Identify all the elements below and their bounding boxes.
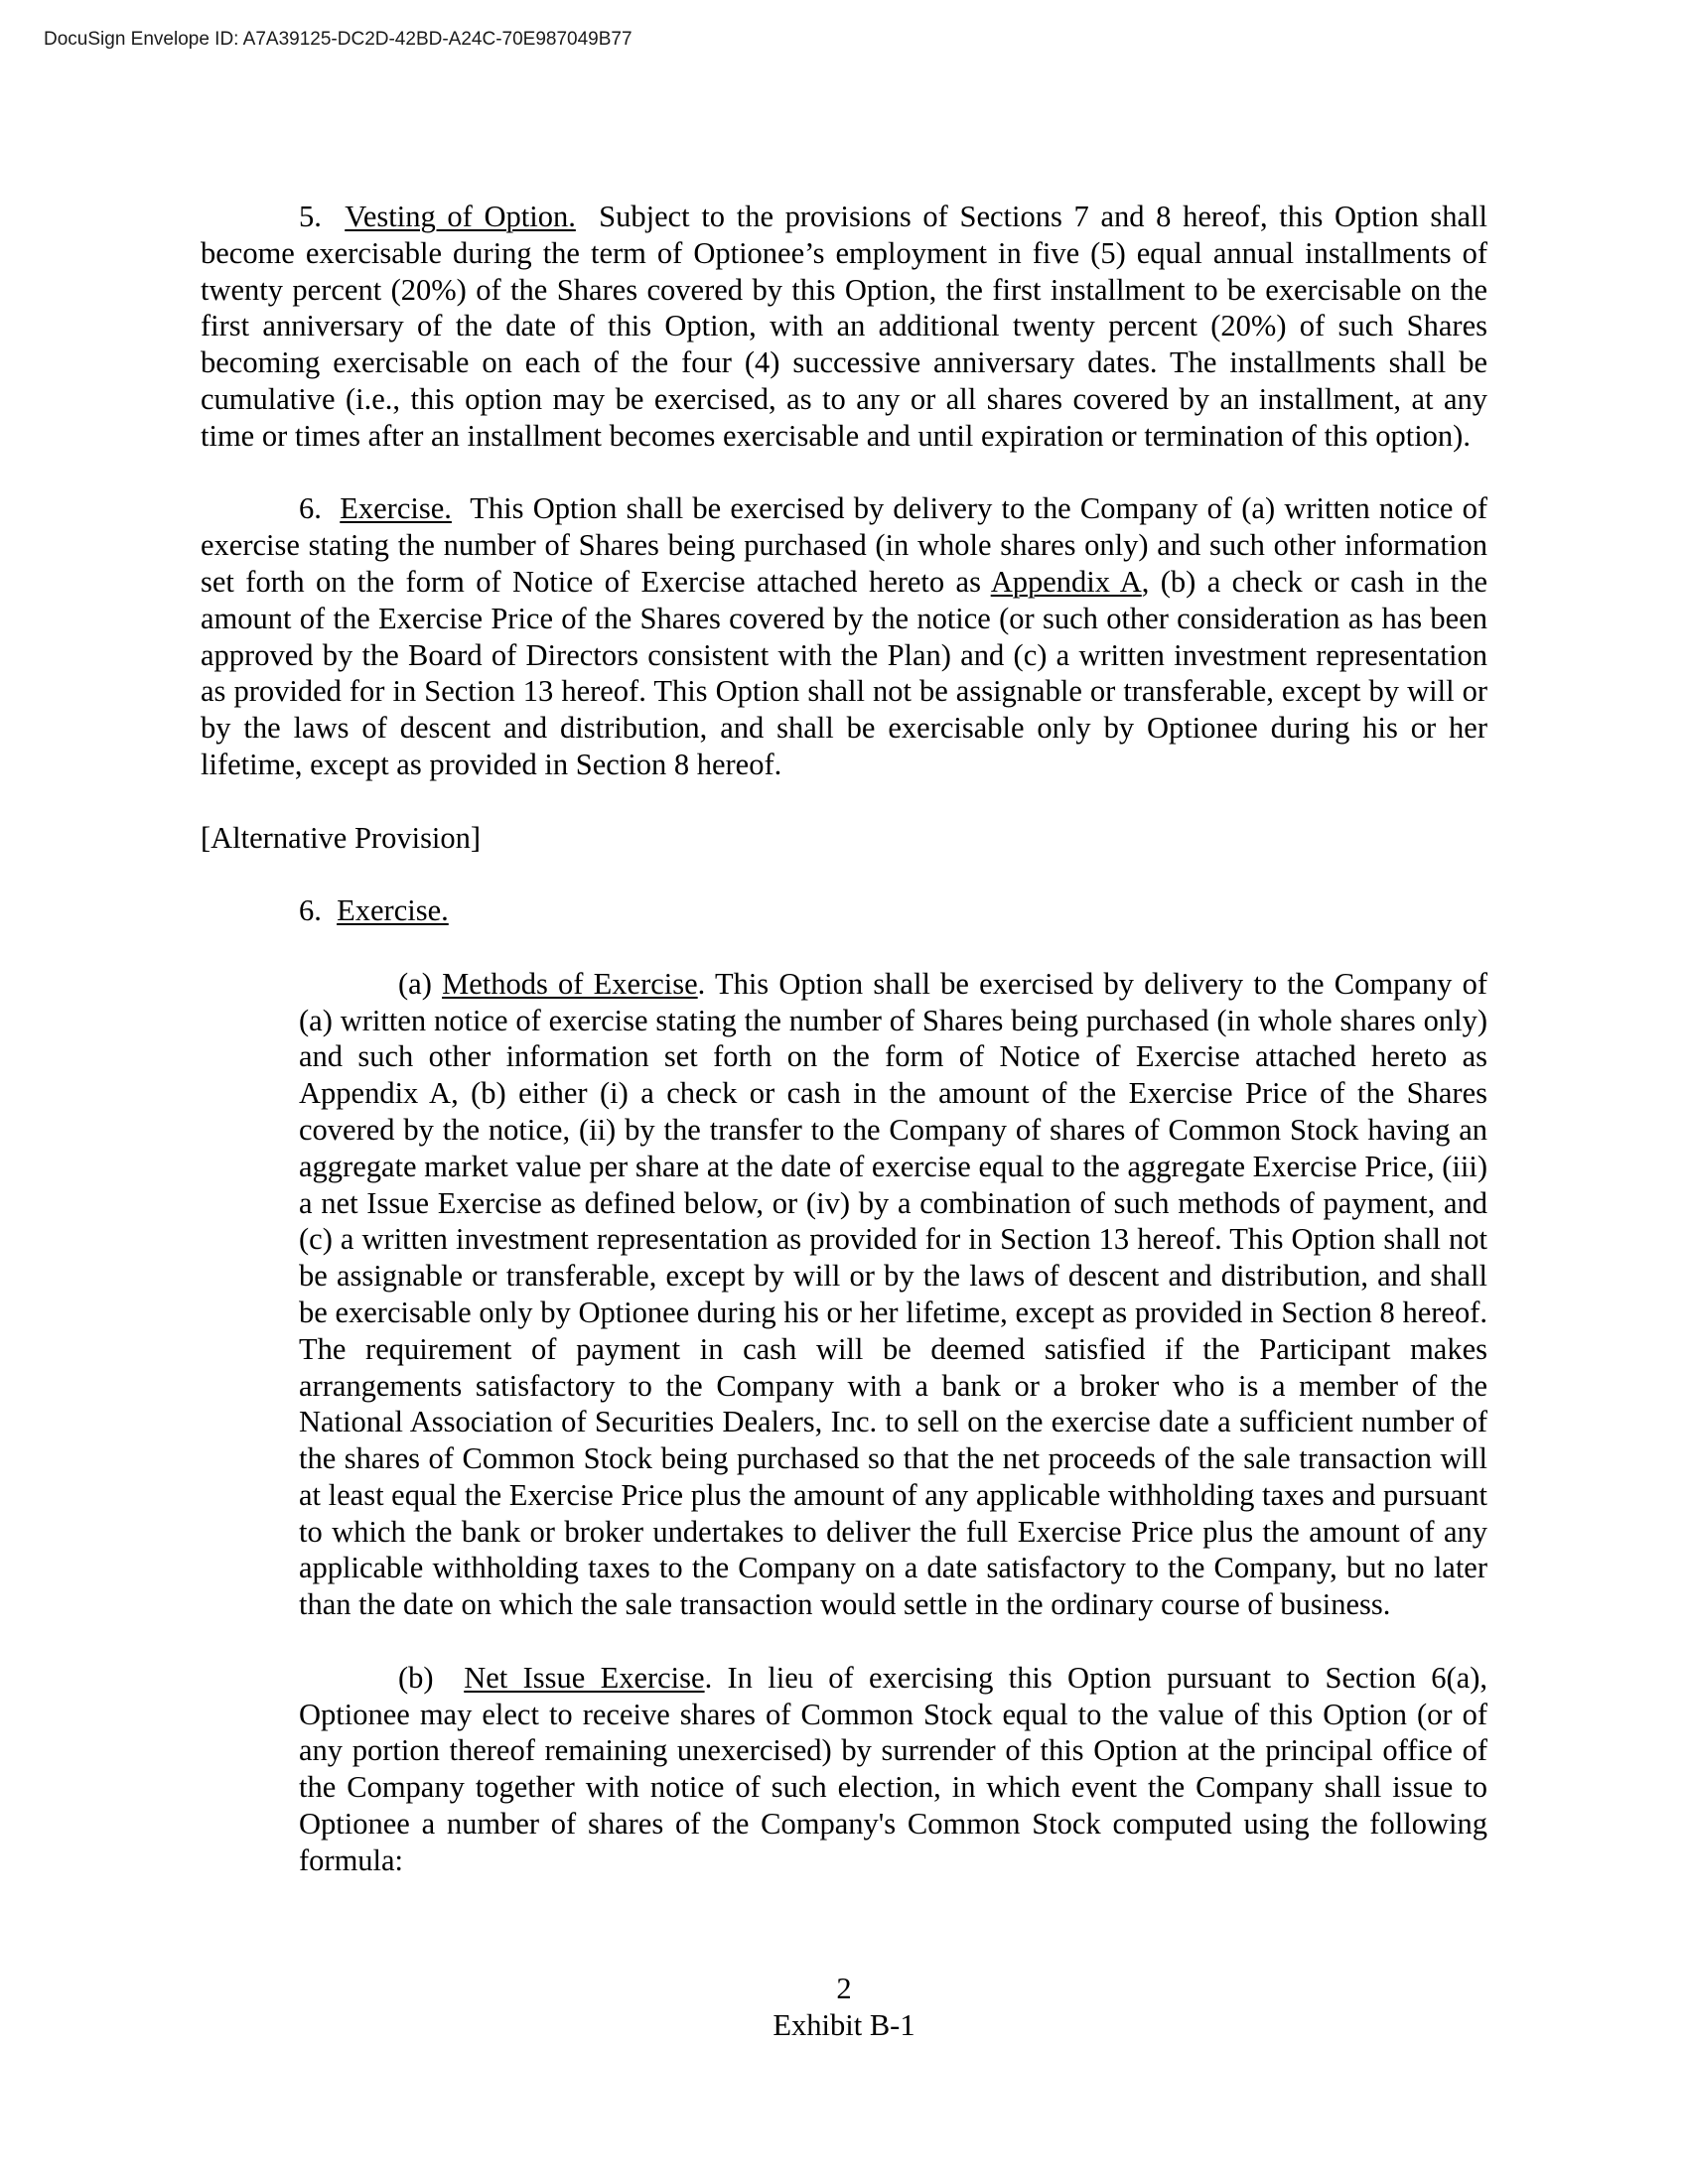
alternative-provision-label: [Alternative Provision] — [201, 820, 482, 855]
document-body — [201, 199, 1487, 1879]
section-6-exercise — [201, 490, 1487, 782]
alt-section-6-heading: Exercise. — [337, 893, 449, 928]
section-6-number: 6. — [299, 491, 322, 526]
docusign-envelope-id: DocuSign Envelope ID: A7A39125-DC2D-42BD-A24C-70E987049B77 — [44, 29, 633, 50]
appendix-a-link: Appendix A — [990, 564, 1142, 599]
section-6-heading: Exercise. — [340, 491, 452, 526]
subsection-b-label: (b) — [398, 1660, 434, 1695]
subsection-b-net-issue-exercise — [299, 1660, 1487, 1879]
subsection-a-methods-of-exercise — [299, 966, 1487, 1623]
subsection-a-heading: Methods of Exercise — [442, 966, 698, 1001]
alt-section-6-heading-line — [201, 892, 1487, 929]
alt-section-6-number: 6. — [299, 893, 322, 928]
section-5-number: 5. — [299, 200, 322, 233]
subsection-b-body: . In lieu of exercising this Option pursuant to Section 6(a), Optionee may elect to receive shares of Common Stock equal to the value of this Option (or of any portion thereof remaining unexercised) by surrender of this Option at the principal office of the Company together with notice of such election, in which event the Company shall issue to Optionee a number of shares of the Company's Common Stock computed using the following formula: — [299, 1660, 1488, 1877]
subsection-a-body: . This Option shall be exercised by delivery to the Company of (a) written notice of exercise stating the number of Shares being purchased (in whole shares only) and such other information set forth on the form of Notice of Exercise attached hereto as Appendix A, (b) either (i) a check or cash in the amount of the Exercise Price of the Shares covered by the notice, (ii) by the transfer to the Company of shares of Common Stock having an aggregate market value per share at the date of exercise equal to the aggregate Exercise Price, (iii) a net Issue Exercise as defined below, or (iv) by a combination of such methods of payment, and (c) a written investment representation as provided for in Section 13 hereof. This Option shall not be assignable or transferable, except by will or by the laws of descent and distribution, and shall be exercisable only by Optionee during his or her lifetime, except as provided in Section 8 hereof. The requirement of payment in cash will be deemed satisfied if the Participant makes arrangements satisfactory to the Company with a bank or a broker who is a member of the National Association of Securities Dealers, Inc. to sell on the exercise date a sufficient number of the shares of Common Stock being purchased so that the net proceeds of the sale transaction will at least equal the Exercise Price plus the amount of any applicable withholding taxes and pursuant to which the bank or broker undertakes to deliver the full Exercise Price plus the amount of any applicable withholding taxes to the Company on a date satisfactory to the Company, but no later than the date on which the sale transaction would settle in the ordinary course of business. — [299, 966, 1487, 1622]
subsection-b-heading: Net Issue Exercise — [464, 1660, 705, 1695]
page-footer — [0, 1971, 1688, 2044]
section-6-body-before: This Option shall be exercised by delivery to the Company of (a) written notice of exercise stating the number of Shares being purchased (in whole shares only) and such other information set forth on the form of Notice of Exercise attached hereto as — [201, 491, 1488, 599]
exhibit-label: Exhibit B-1 — [773, 2008, 915, 2042]
section-5-vesting — [201, 199, 1487, 455]
section-5-body: Subject to the provisions of Sections 7 and 8 hereof, this Option shall become exercisable during the term of Optionee’s employment in five (5) equal annual installments of twenty percent (20%) of the Shares covered by this Option, the first installment to be exercisable on the first anniversary of the date of this Option, with an additional twenty percent (20%) of such Shares becoming exercisable on each of the four (4) successive anniversary dates. The installments shall be cumulative (i.e., this option may be exercised, as to any or all shares covered by an installment, at any time or times after an installment becomes exercisable and until expiration or termination of this option). — [201, 200, 1487, 453]
section-6-body-after: , (b) a check or cash in the amount of the Exercise Price of the Shares covered by the notice (or such other consideration as has been approved by the Board of Directors consistent with the Plan) and (c) a written investment representation as provided for in Section 13 hereof. This Option shall not be assignable or transferable, except by will or by the laws of descent and distribution, and shall be exercisable only by Optionee during his or her lifetime, except as provided in Section 8 hereof. — [201, 564, 1487, 781]
page-number: 2 — [836, 1972, 852, 2005]
subsection-a-label: (a) — [398, 966, 432, 1001]
section-5-heading: Vesting of Option. — [345, 200, 576, 233]
